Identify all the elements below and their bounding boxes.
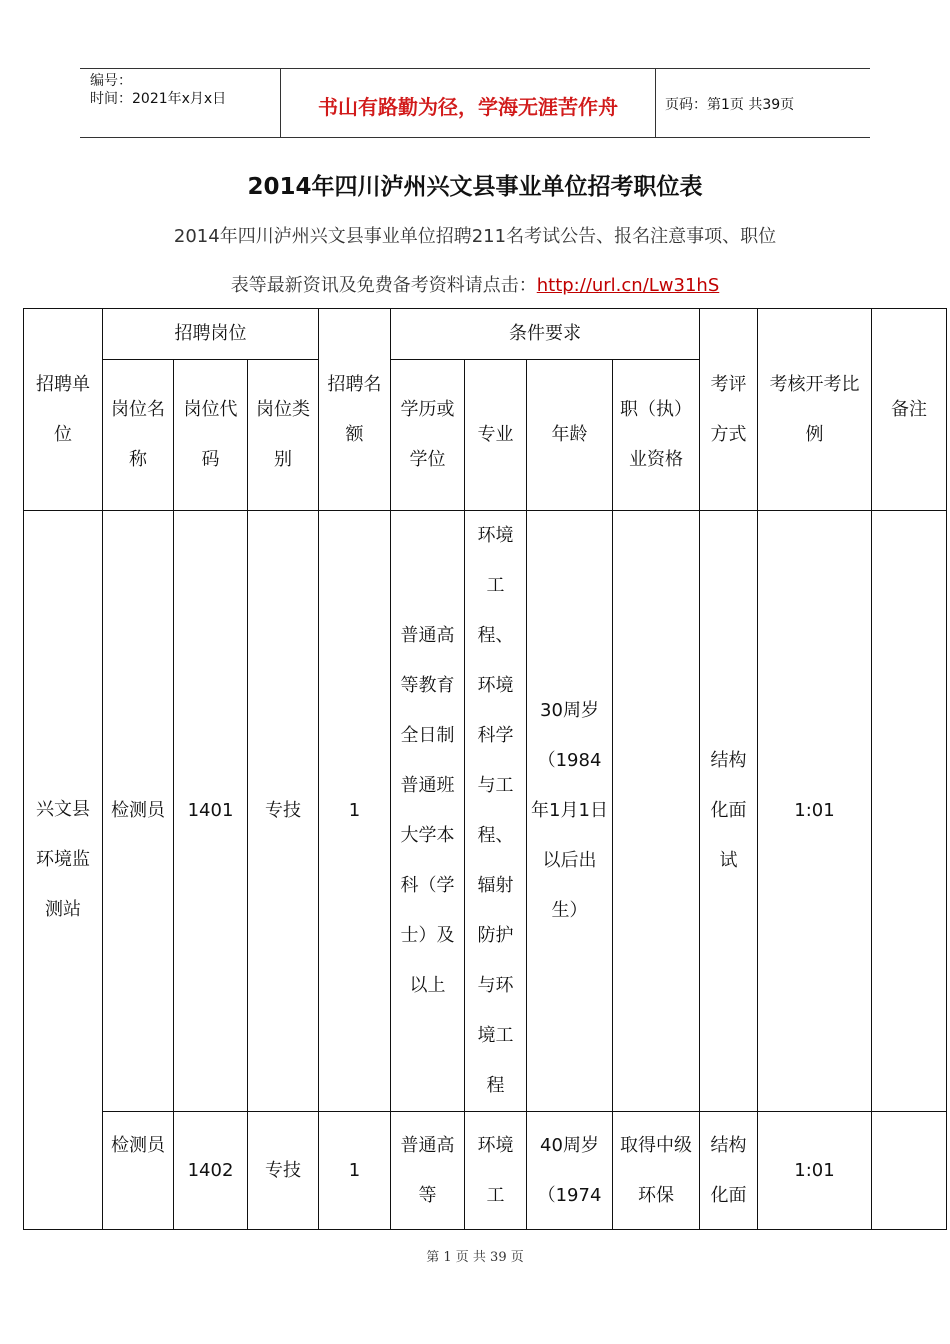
header-meta-cell xyxy=(80,69,280,137)
cell-unit: 兴文县环境监测站 xyxy=(24,511,103,1230)
cell-quota: 1 xyxy=(319,1112,391,1230)
cell-exam-method: 结构化面 xyxy=(700,1112,758,1230)
header-age: 年龄 xyxy=(527,360,613,511)
cell-pos-code: 1401 xyxy=(174,511,248,1112)
header-unit: 招聘单位 xyxy=(24,309,103,511)
cell-major: 环境工 xyxy=(465,1112,527,1230)
cell-ratio: 1:01 xyxy=(758,511,872,1112)
header-ratio: 考核开考比例 xyxy=(758,309,872,511)
cell-remarks xyxy=(872,511,947,1112)
header-education: 学历或学位 xyxy=(391,360,465,511)
intro-line-2 xyxy=(0,271,950,297)
cell-qualification: 取得中级环保 xyxy=(613,1112,700,1230)
cell-education: 普通高等 xyxy=(391,1112,465,1230)
document-header xyxy=(80,68,870,138)
cell-age: 30周岁（1984年1月1日以后出生） xyxy=(527,511,613,1112)
intro-line-2-text: 表等最新资讯及免费备考资料请点击： xyxy=(230,275,537,296)
header-exam-method: 考评方式 xyxy=(700,309,758,511)
cell-major: 环境工程、环境科学与工程、辐射防护与环境工程 xyxy=(465,511,527,1112)
header-positions-group: 招聘岗位 xyxy=(103,309,319,360)
header-quota: 招聘名额 xyxy=(319,309,391,511)
cell-pos-type: 专技 xyxy=(248,511,319,1112)
cell-pos-type: 专技 xyxy=(248,1112,319,1230)
table-row xyxy=(24,511,947,1112)
motto-text: 书山有路勤为径，学海无涯苦作舟 xyxy=(318,95,618,119)
cell-pos-name: 检测员 xyxy=(103,1112,174,1230)
number-label: 编号： xyxy=(90,73,132,89)
header-qualification: 职（执）业资格 xyxy=(613,360,700,511)
page-info: 页码：第1页 共39页 xyxy=(665,97,795,113)
cell-education: 普通高等教育全日制普通班大学本科（学士）及以上 xyxy=(391,511,465,1112)
header-remarks: 备注 xyxy=(872,309,947,511)
header-motto-cell xyxy=(280,69,656,137)
cell-ratio: 1:01 xyxy=(758,1112,872,1230)
header-pos-code: 岗位代码 xyxy=(174,360,248,511)
cell-exam-method: 结构化面试 xyxy=(700,511,758,1112)
cell-qualification xyxy=(613,511,700,1112)
cell-age: 40周岁（1974 xyxy=(527,1112,613,1230)
table-row xyxy=(24,1112,947,1230)
cell-remarks xyxy=(872,1112,947,1230)
header-conditions-group: 条件要求 xyxy=(391,309,700,360)
header-pos-name: 岗位名称 xyxy=(103,360,174,511)
header-major: 专业 xyxy=(465,360,527,511)
intro-line-1: 2014年四川泸州兴文县事业单位招聘211名考试公告、报名注意事项、职位 xyxy=(173,226,777,247)
page-footer: 第 1 页 共 39 页 xyxy=(426,1250,524,1265)
header-row-1 xyxy=(24,309,947,360)
positions-table xyxy=(23,308,947,1230)
header-pos-type: 岗位类别 xyxy=(248,360,319,511)
resource-link[interactable]: http://url.cn/Lw31hS xyxy=(536,275,720,296)
header-page-cell xyxy=(655,69,870,137)
cell-pos-name: 检测员 xyxy=(103,511,174,1112)
cell-pos-code: 1402 xyxy=(174,1112,248,1230)
cell-quota: 1 xyxy=(319,511,391,1112)
time-label: 时间：2021年x月x日 xyxy=(90,91,227,107)
page-title: 2014年四川泸州兴文县事业单位招考职位表 xyxy=(247,174,703,200)
